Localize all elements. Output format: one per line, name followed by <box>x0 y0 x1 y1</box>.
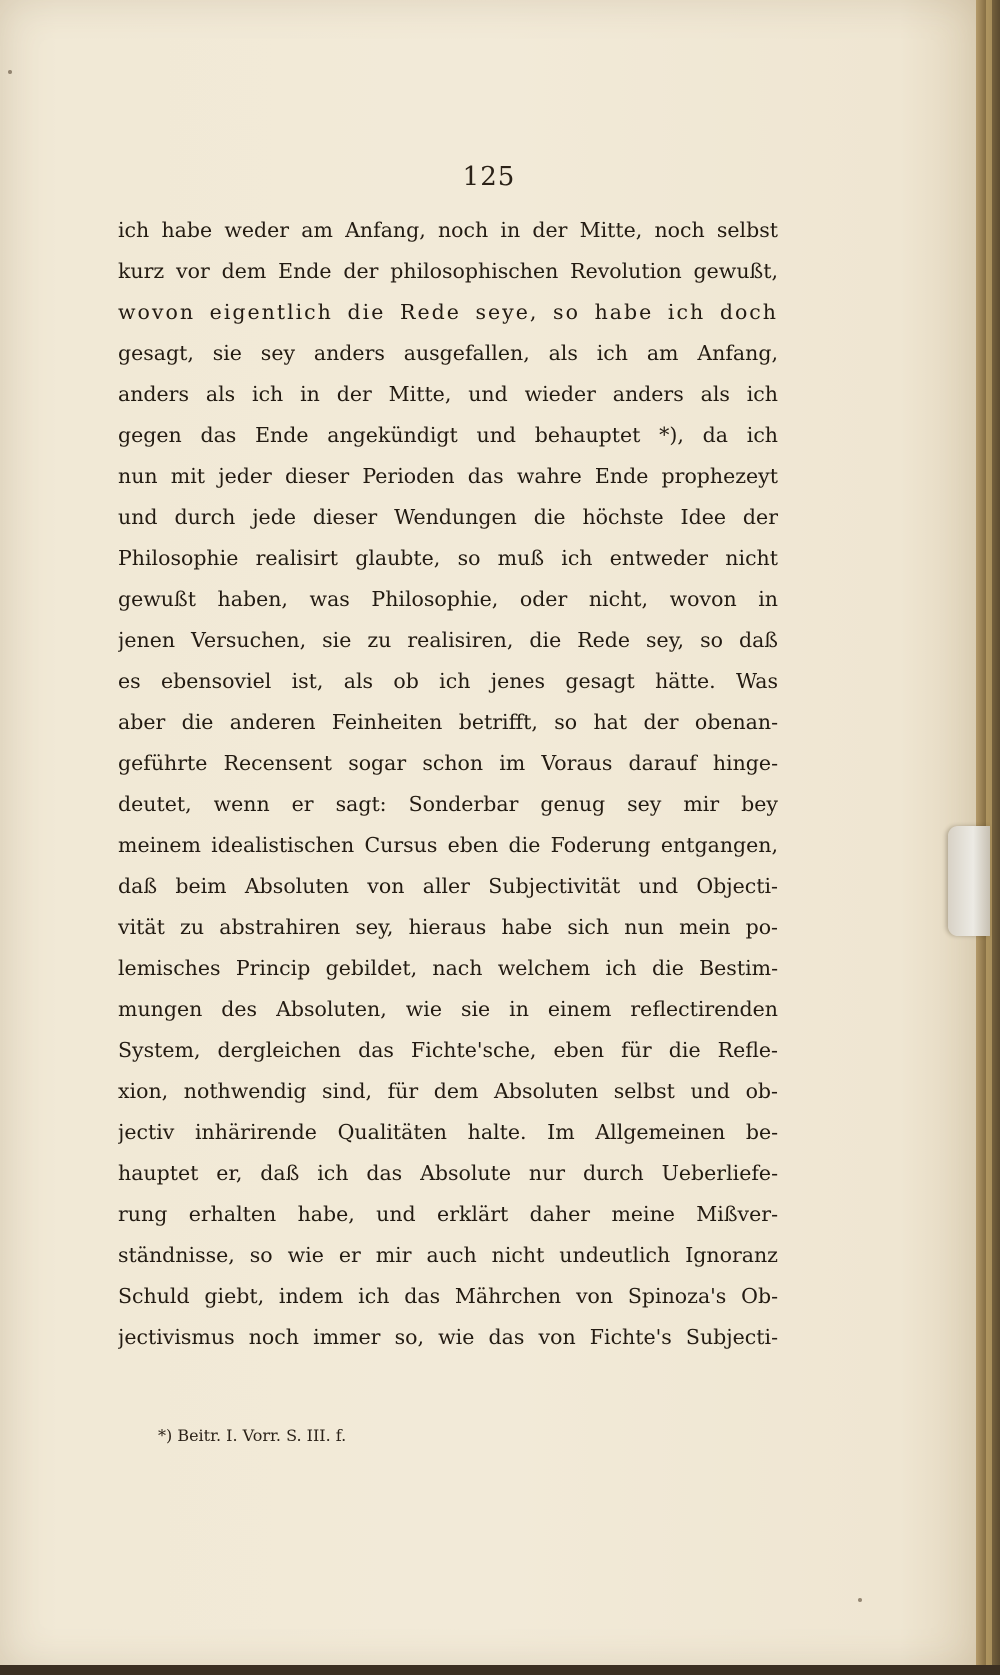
page-number: 125 <box>462 162 516 192</box>
text-line: meinem idealistischen Cursus eben die Foderung entgangen, <box>118 833 778 857</box>
text-line: nun mit jeder dieser Perioden das wahre Ende prophezeyt <box>118 464 778 488</box>
text-line: es ebensoviel ist, als ob ich jenes gesagt hätte. Was <box>118 669 778 693</box>
text-line: gewußt haben, was Philosophie, oder nicht, wovon in <box>118 587 778 611</box>
text-line: wovon eigentlich die Rede seye, so habe ich doch <box>118 300 778 324</box>
text-line: ständnisse, so wie er mir auch nicht undeutlich Ignoranz <box>118 1243 778 1267</box>
text-line: Schuld giebt, indem ich das Mährchen von Spinoza's Ob- <box>118 1284 778 1308</box>
text-line: geführte Recensent sogar schon im Voraus darauf hinge- <box>118 751 778 775</box>
text-line: gegen das Ende angekündigt und behauptet *), da ich <box>118 423 778 447</box>
text-line: lemisches Princip gebildet, nach welchem ich die Bestim- <box>118 956 778 980</box>
text-line: kurz vor dem Ende der philosophischen Revolution gewußt, <box>118 259 778 283</box>
text-line: vität zu abstrahiren sey, hieraus habe sich nun mein po- <box>118 915 778 939</box>
text-line: mungen des Absoluten, wie sie in einem reflectirenden <box>118 997 778 1021</box>
text-line: hauptet er, daß ich das Absolute nur durch Ueberliefe- <box>118 1161 778 1185</box>
text-line: ich habe weder am Anfang, noch in der Mitte, noch selbst <box>118 218 778 242</box>
paper-speck <box>8 70 12 74</box>
text-line: und durch jede dieser Wendungen die höchste Idee der <box>118 505 778 529</box>
text-line: rung erhalten habe, und erklärt daher meine Mißver- <box>118 1202 778 1226</box>
text-line: xion, nothwendig sind, für dem Absoluten selbst und ob- <box>118 1079 778 1103</box>
page-tab-marker <box>948 826 990 936</box>
scan-bottom-border <box>0 1665 1000 1675</box>
footnote: *) Beitr. I. Vorr. S. III. f. <box>158 1426 347 1445</box>
text-line: jectivismus noch immer so, wie das von Fichte's Subjecti- <box>118 1325 778 1349</box>
text-line: Philosophie realisirt glaubte, so muß ich entweder nicht <box>118 546 778 570</box>
body-text <box>118 210 778 1358</box>
text-line: aber die anderen Feinheiten betrifft, so hat der obenan- <box>118 710 778 734</box>
paper-speck <box>858 1598 862 1602</box>
text-line: deutet, wenn er sagt: Sonderbar genug sey mir bey <box>118 792 778 816</box>
text-line: anders als ich in der Mitte, und wieder anders als ich <box>118 382 778 406</box>
text-line: gesagt, sie sey anders ausgefallen, als ich am Anfang, <box>118 341 778 365</box>
text-line: jenen Versuchen, sie zu realisiren, die Rede sey, so daß <box>118 628 778 652</box>
text-line: jectiv inhärirende Qualitäten halte. Im Allgemeinen be- <box>118 1120 778 1144</box>
text-line: System, dergleichen das Fichte'sche, eben für die Refle- <box>118 1038 778 1062</box>
text-line: daß beim Absoluten von aller Subjectivität und Objecti- <box>118 874 778 898</box>
